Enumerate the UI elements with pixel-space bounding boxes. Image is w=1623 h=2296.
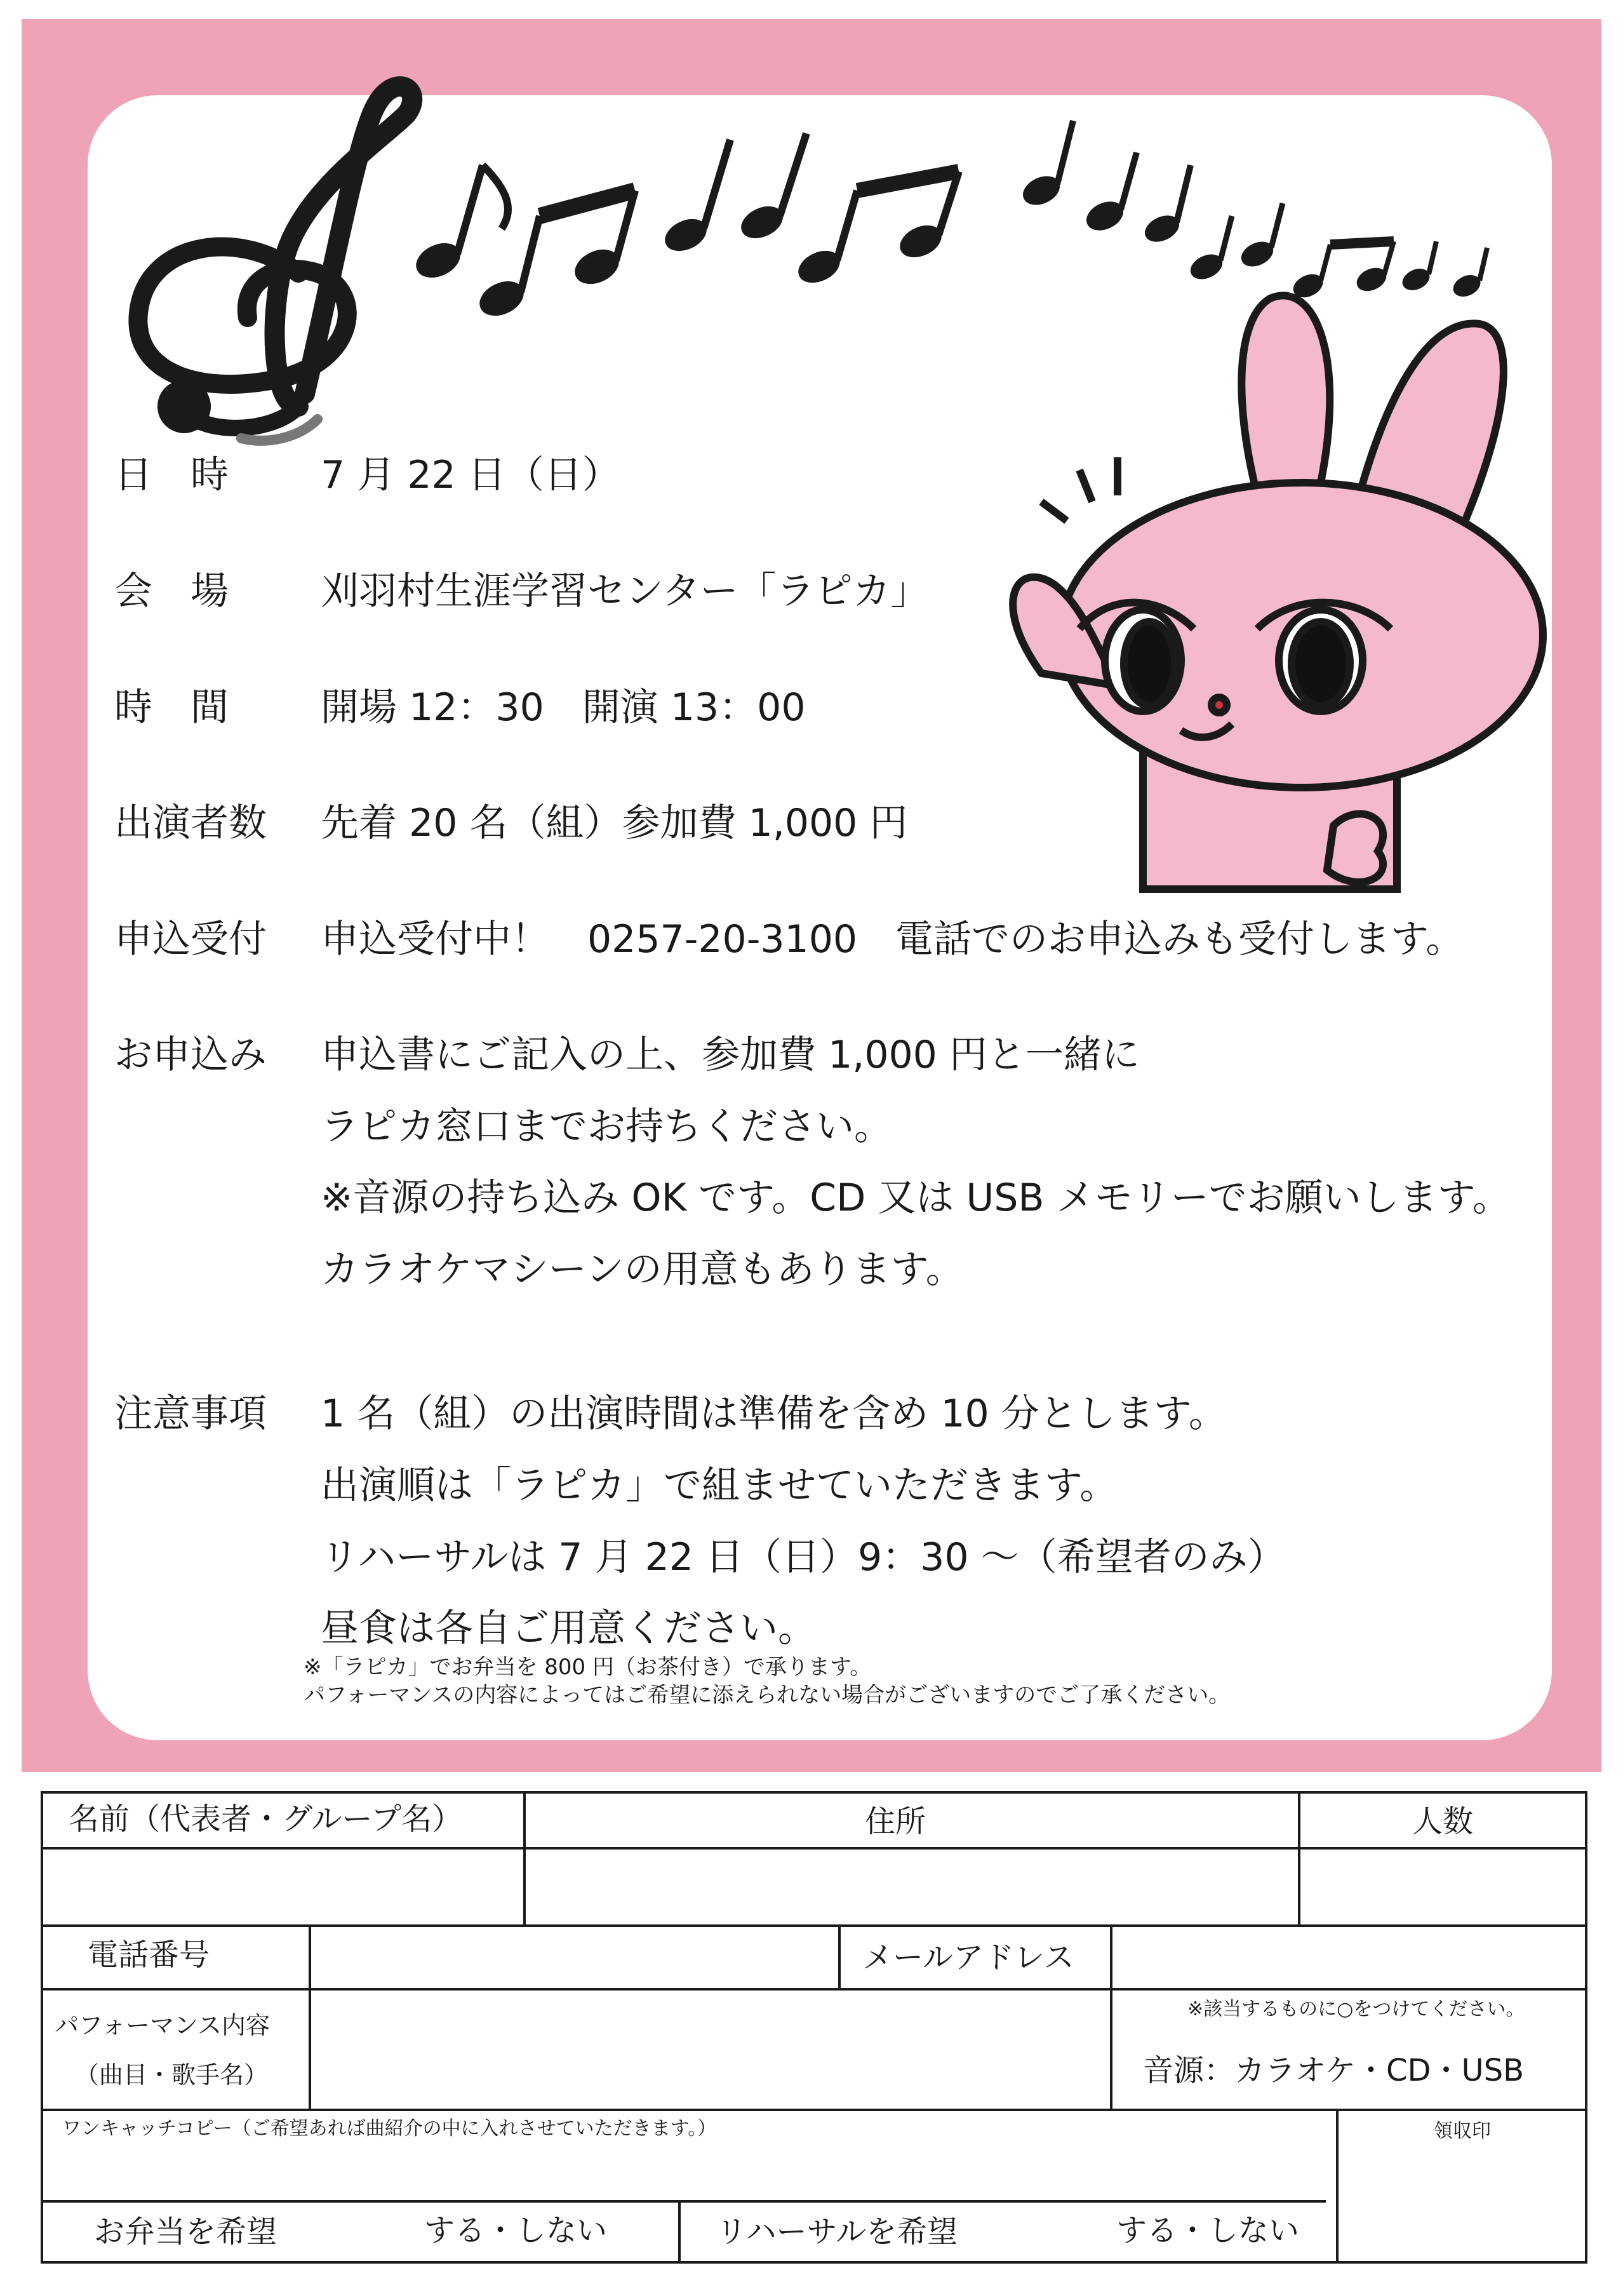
reception-value: 申込受付中！ 0257-20-3100 電話でのお申込みも受付します。 [321,917,1464,962]
apply-line-1: 申込書にご記入の上、参加費 1,000 円と一緒に [321,1033,1140,1077]
label-date [114,452,273,498]
performers-value: 先着 20 名（組）参加費 1,000 円 [321,801,908,845]
bento-label: お弁当を希望 [94,2214,277,2250]
performers-label: 出演者数 [114,801,267,845]
notes-label: 注意事項 [114,1392,267,1436]
application-form [41,1791,1587,2264]
address-header: 住所 [865,1804,926,1839]
time-label: 時 間 [114,685,229,730]
form-line [678,2200,681,2264]
performance-sublabel: （曲目・歌手名） [75,2061,269,2089]
reception-label: 申込受付 [114,917,267,962]
name-header: 名前（代表者・グループ名） [69,1801,463,1837]
source-instruction: ※該当するものに○をつけてください。 [1187,1998,1525,2020]
notes-line-3: リハーサルは 7 月 22 日（日）9：30 ～（希望者のみ） [321,1535,1286,1580]
performance-label: パフォーマンス内容 [55,2011,270,2039]
venue-value: 刈羽村生涯学習センター「ラピカ」 [321,569,929,614]
date-value: 7 月 22 日（日） [321,453,620,497]
phone-field[interactable] [311,1927,838,1988]
date-label: 日 時 [114,453,229,497]
bento-choice[interactable]: する・しない [424,2213,608,2248]
notes-line-1: 1 名（組）の出演時間は準備を含め 10 分とします。 [321,1392,1227,1436]
venue-label: 会 場 [114,569,229,614]
notes-line-2: 出演順は「ラピカ」で組ませていただきます。 [321,1463,1118,1508]
name-field[interactable] [46,1850,523,1924]
notes-line-4: 昼食は各自ご用意ください。 [321,1606,816,1651]
source-options[interactable]: 音源：カラオケ・CD・USB [1143,2053,1525,2088]
lunch-note: ※「ラピカ」でお弁当を 800 円（お茶付き）で承ります。 [304,1655,872,1680]
rabbit-mascot [1013,295,1543,889]
form-line [838,1924,841,1988]
people-field[interactable] [1300,1850,1585,1924]
performance-disclaimer: パフォーマンスの内容によってはご希望に添えられない場合がございますのでご了承ください。 [304,1682,1231,1708]
rehearsal-choice[interactable]: する・しない [1116,2213,1300,2248]
phone-label: 電話番号 [88,1937,210,1973]
time-value: 開場 12：30 開演 13：00 [321,685,806,730]
email-field[interactable] [1112,1927,1585,1988]
form-line [43,2109,1585,2111]
apply-line-3: ※音源の持ち込み OK です。CD 又は USB メモリーでお願いします。 [321,1176,1511,1220]
catchcopy-field[interactable] [46,2143,1336,2200]
performance-field[interactable] [311,1991,1110,2109]
email-label: メールアドレス [862,1940,1074,1975]
apply-label: お申込み [114,1033,267,1077]
catchcopy-label: ワンキャッチコピー（ご希望あれば曲紹介の中に入れさせていただきます。） [62,2118,717,2140]
apply-line-4: カラオケマシーンの用意もあります。 [321,1247,964,1292]
treble-clef-icon [138,86,412,441]
form-line [43,2200,1326,2203]
receipt-stamp-label: 領収印 [1434,2120,1491,2142]
apply-line-2: ラピカ窓口までお持ちください。 [321,1104,892,1149]
people-header: 人数 [1412,1804,1474,1839]
receipt-stamp-box [1339,2149,1585,2261]
music-notes-icon [411,121,1487,322]
rehearsal-label: リハーサルを希望 [716,2214,958,2250]
address-field[interactable] [526,1850,1298,1924]
